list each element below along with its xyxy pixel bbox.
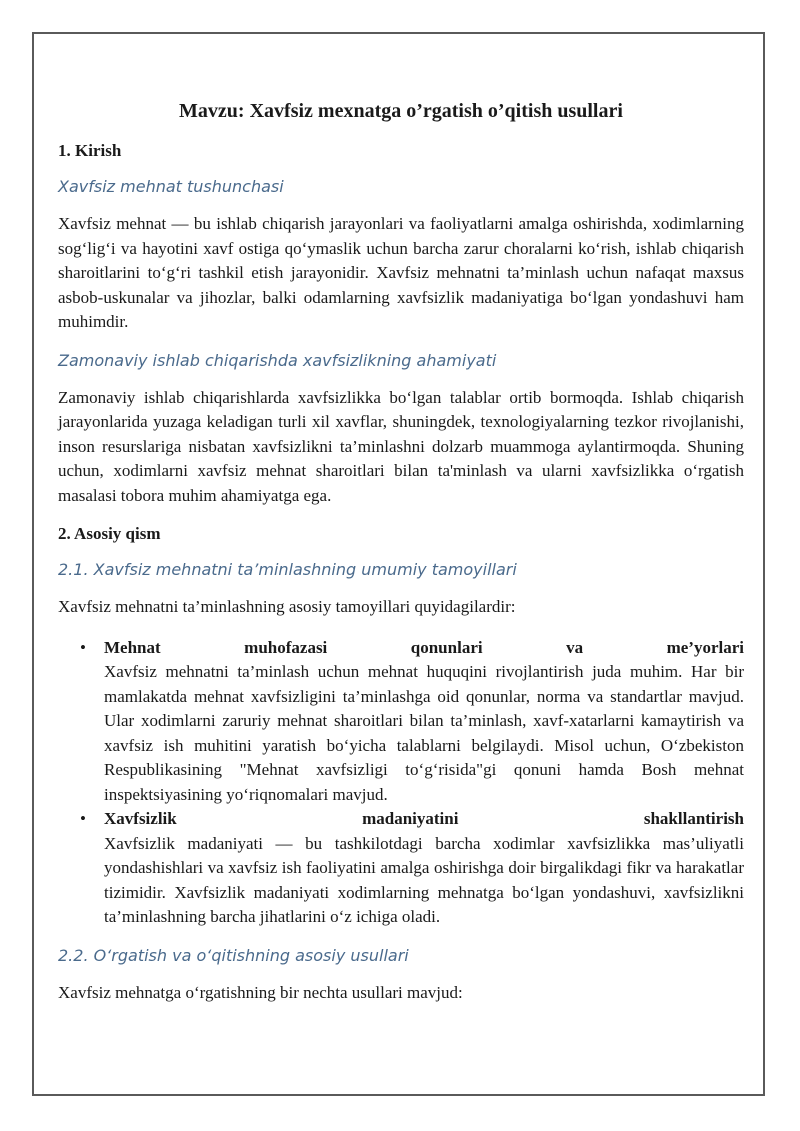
list-item-body: Xavfsizlik madaniyati — bu tashkilotdagi barcha xodimlar xavfsizlikka mas’uliyatli yondashishlari va xavfsiz ish faoliyatini amalga oshirishga doir birgalikdagi fikr va harakatlar tizimidir. Xavfsizlik madaniyati xodimlarning mehnatga bo‘lgan yondashuvi, xavfsizlikni ta’minlashning barcha jihatlarini o‘z ichiga oladi. xyxy=(104,833,744,926)
principles-list xyxy=(58,636,744,930)
paragraph-safe-work-concept: Xavfsiz mehnat — bu ishlab chiqarish jarayonlari va faoliyatlarni amalga oshirishda, xodimlarning sog‘lig‘i va hayotini xavf ostiga qo‘ymaslik uchun barcha zarur choralarni ko‘rish, ishlab chiqarish sharoitlarini to‘g‘ri tashkil etish jarayonidir. Xavfsiz mehnatni ta’minlash uchun nafaqat maxsus asbob-uskunalar va jihozlar, balki odamlarning xavfsizlik madaniyatiga bo‘lgan yondashuvi ham muhimdir. xyxy=(58,214,744,331)
document-page xyxy=(32,32,765,1096)
list-item-title: Xavfsizlik madaniyatini shakllantirish xyxy=(104,809,744,828)
subheading-general-principles: 2.1. Xavfsiz mehnatni ta’minlashning umumiy tamoyillari xyxy=(58,560,517,579)
bullet-icon: • xyxy=(80,637,86,657)
list-item xyxy=(80,807,744,930)
list-item-title: Mehnat muhofazasi qonunlari va me’yorlari xyxy=(104,637,744,657)
document-title: Mavzu: Xavfsiz mexnatga o’rgatish o’qitish usullari xyxy=(179,100,623,122)
subheading-safe-work-concept: Xavfsiz mehnat tushunchasi xyxy=(58,177,284,196)
subheading-teaching-methods: 2.2. O‘rgatish va o‘qitishning asosiy usullari xyxy=(58,945,409,965)
bullet-icon: • xyxy=(80,809,86,828)
document-content xyxy=(58,100,744,1021)
paragraph-principles-intro: Xavfsiz mehnatni ta’minlashning asosiy tamoyillari quyidagilardir: xyxy=(58,597,516,616)
paragraph-safety-importance: Zamonaviy ishlab chiqarishlarda xavfsizlikka bo‘lgan talablar ortib bormoqda. Ishlab chiqarish jarayonlarida yuzaga keladigan turli xil xavflar, shuningdek, texnologiyalarning tezkor rivojlanishi, inson resurslariga nisbatan xavfsizlikni ta’minlashni dolzarb muammoga aylantirmoqda. Shuning uchun, xodimlarni xavfsiz mehnat sharoitlari bilan ta'minlash va ularni xavfsizlikka o‘rgatish masalasi tobora muhim ahamiyatga ega. xyxy=(58,387,744,505)
subheading-safety-importance: Zamonaviy ishlab chiqarishda xavfsizlikning ahamiyati xyxy=(58,350,497,370)
section-heading-main: 2. Asosiy qism xyxy=(58,524,161,543)
section-heading-intro: 1. Kirish xyxy=(58,141,122,160)
paragraph-methods-intro: Xavfsiz mehnatga o‘rgatishning bir nechta usullari mavjud: xyxy=(58,982,463,1002)
list-item xyxy=(80,636,744,808)
list-item-body: Xavfsiz mehnatni ta’minlash uchun mehnat huquqini rivojlantirish juda muhim. Har bir mamlakatda mehnat xavfsizligini ta’minlashga oid qonunlar, norma va standartlar mavjud. Ular xodimlarni zaruriy mehnat sharoitlari bilan ta’minlash, xavf-xatarlarni kamaytirish va xavfsiz ish muhitini yaratish bo‘yicha talablarni belgilaydi. Misol uchun, O‘zbekiston Respublikasining "Mehnat xavfsizligi to‘g‘risida"gi qonuni hamda Bosh mehnat inspektsiyasining yo‘riqnomalari mavjud. xyxy=(104,662,744,804)
